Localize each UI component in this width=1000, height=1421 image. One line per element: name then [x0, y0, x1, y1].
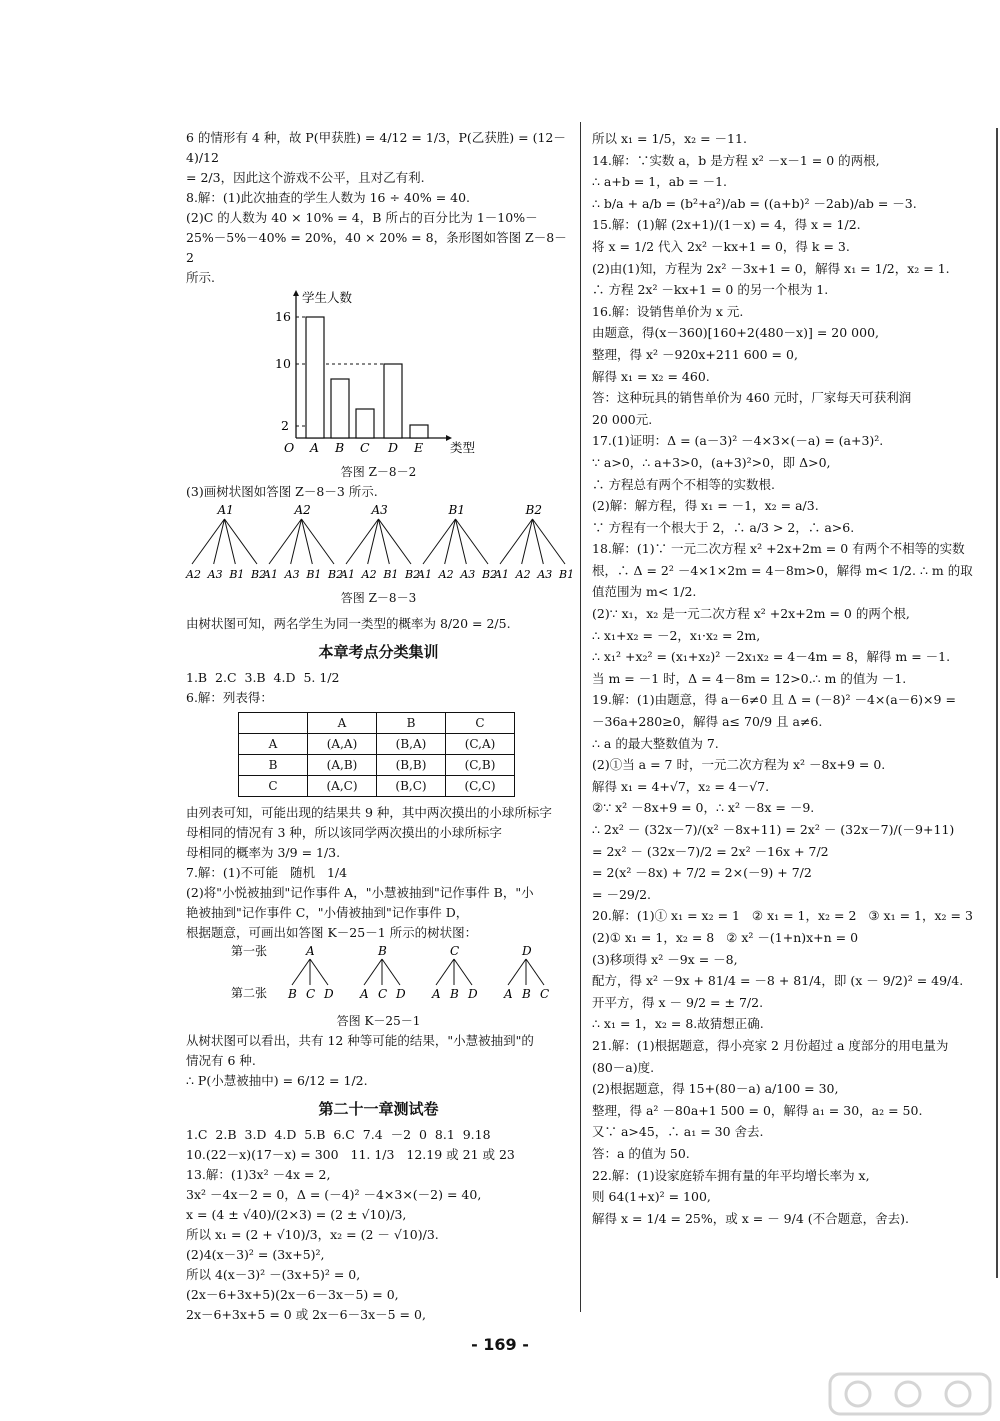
page-number: - 169 -: [471, 1335, 529, 1354]
svg-text:E: E: [414, 440, 424, 455]
table-row: [239, 755, 515, 776]
text-line: 所以 4(x－3)² －(3x+5)² = 0,: [186, 1267, 361, 1282]
text-line: 8.解：(1)此次抽查的学生人数为 16 ÷ 40% = 40.: [186, 190, 471, 205]
text-line: 由树状图可知，两名学生为同一类型的概率为 8/20 = 2/5.: [186, 616, 511, 631]
text-line: 将 x = 1/2 代入 2x² －kx+1 = 0，得 k = 3.: [592, 238, 850, 254]
tree-root-label: A: [306, 944, 315, 958]
text-line: (2)C 的人数为 40 × 10% = 4，B 所占的百分比为 1－10%－: [186, 210, 538, 225]
tree-diagram-2: [186, 943, 571, 1005]
text-line: (2)将"小悦被抽到"记作事件 A，"小慧被抽到"记作事件 B，"小: [186, 885, 534, 900]
tree-leaf-label: A2: [438, 568, 454, 581]
tree-root-label: B2: [525, 503, 542, 517]
tree-leaf-label: A1: [340, 568, 355, 581]
figure-caption: 答图 Z－8－2: [340, 465, 417, 479]
text-line: 情况有 6 种.: [186, 1053, 256, 1068]
text-line: 1.C 2.B 3.D 4.D 5.B 6.C 7.4 －2 0 8.1 9.18: [186, 1127, 491, 1142]
table-cell: A: [239, 734, 308, 755]
table-row: [239, 734, 515, 755]
text-line: (3)画树状图如答图 Z－8－3 所示.: [186, 484, 378, 499]
tree-leaf-label: A: [432, 987, 441, 1001]
tree-leaf-label: A1: [417, 568, 432, 581]
tree-leaf-label: A3: [284, 568, 300, 581]
text-line: 14.解：∵实数 a，b 是方程 x² －x－1 = 0 的两根,: [592, 152, 880, 168]
outcome-table-wrap: [238, 712, 571, 797]
text-line: = 2(x² －8x) + 7/2 = 2×(－9) + 7/2: [592, 865, 812, 881]
table-cell: (C,A): [446, 734, 515, 755]
watermark-logo: [828, 1370, 994, 1418]
text-line: 10.(22－x)(17－x) = 300 11. 1/3 12.19 或 21 或 23: [186, 1147, 515, 1162]
left-column: [186, 128, 575, 1325]
tree-branch: [526, 959, 544, 985]
text-line: 由列表可知，可能出现的结果共 9 种，其中两次摸出的小球所标字: [186, 805, 552, 820]
figure-caption: 答图 Z－8－3: [340, 591, 417, 605]
y-axis-title: 学生人数: [302, 290, 353, 305]
text-line: ∴ a 的最大整数值为 7.: [592, 735, 719, 751]
table-cell: C: [446, 713, 515, 734]
table-cell: (C,B): [446, 755, 515, 776]
text-line: 6 的情形有 4 种，故 P(甲获胜) = 4/12 = 1/3，P(乙获胜) = (12－4)/12: [186, 130, 566, 165]
text-line: 所示.: [186, 270, 215, 285]
bar-a: [306, 317, 324, 438]
text-line: 所以 x₁ = (2 + √10)/3，x₂ = (2 － √10)/3.: [186, 1227, 439, 1242]
text-line: 解得 x = 1/4 = 25%，或 x = － 9/4 (不合题意，舍去).: [592, 1210, 909, 1226]
text-line: 配方，得 x² －9x + 81/4 = －8 + 81/4，即 (x － 9/2)² = 49/4.: [592, 973, 964, 989]
text-line: 1.B 2.C 3.B 4.D 5. 1/2: [186, 670, 340, 685]
text-line: (2)解：解方程，得 x₁ = －1，x₂ = a/3.: [592, 498, 819, 514]
text-line: 母相同的概率为 3/9 = 1/3.: [186, 845, 341, 860]
text-line: 根，∴ Δ = 2² －4×1×2m = 4－8m>0，解得 m< 1/2. ∴ m 的取: [592, 562, 973, 578]
text-line: 20.解：(1)① x₁ = x₂ = 1 ② x₁ = 1，x₂ = 2 ③ x₁ = 1，x₂ = 3: [592, 908, 973, 924]
text-line: －36a+280≥0，解得 a≤ 70/9 且 a≠6.: [592, 714, 823, 730]
tree-branch: [292, 959, 310, 985]
text-line: 答：a 的值为 50.: [592, 1145, 690, 1161]
tree-leaf-label: A: [360, 987, 369, 1001]
bar-e: [410, 425, 428, 438]
tree-branch: [423, 519, 456, 564]
section-title: 本章考点分类集训: [318, 643, 439, 661]
text-line: = －29/2.: [592, 886, 651, 902]
tree-leaf-label: D: [396, 987, 406, 1001]
text-line: 值范围为 m< 1/2.: [592, 584, 697, 600]
text-line: ∴ b/a + a/b = (b²+a²)/ab = ((a+b)² －2ab)/ab = －3.: [592, 195, 917, 211]
text-line: 解得 x₁ = 4+√7，x₂ = 4－√7.: [592, 778, 770, 794]
text-line: 解得 x₁ = x₂ = 460.: [592, 368, 710, 384]
tree-branch: [364, 959, 382, 985]
table-cell: [239, 713, 308, 734]
tree-leaf-label: A2: [186, 568, 201, 581]
text-line: (2)①当 a = 7 时，一元二次方程为 x² －8x+9 = 0.: [592, 757, 886, 773]
table-cell: A: [308, 713, 377, 734]
tree-branch: [225, 519, 258, 564]
tree-leaf-label: B: [522, 987, 531, 1001]
text-line: 18.解：(1)∵ 一元二次方程 x² +2x+2m = 0 有两个不相等的实数: [592, 541, 965, 557]
tree-row-label: 第二张: [231, 986, 268, 1000]
svg-text:A: A: [310, 440, 320, 455]
table-cell: (A,C): [308, 776, 377, 797]
text-line: 6.解：列表得：: [186, 690, 273, 705]
section-title: 第二十一章测试卷: [318, 1100, 439, 1118]
y-tick-2: 2: [281, 418, 289, 433]
tree-branch: [302, 519, 335, 564]
table-cell: B: [239, 755, 308, 776]
text-line: (2)① x₁ = 1，x₂ = 8 ② x² －(1+n)x+n = 0: [592, 929, 859, 945]
tree-leaf-label: B2: [328, 568, 344, 581]
tree-leaf-label: B2: [405, 568, 421, 581]
tree-leaf-label: A3: [207, 568, 223, 581]
table-cell: (B,B): [377, 755, 446, 776]
tree-leaf-label: B1: [229, 568, 245, 581]
text-line: 15.解：(1)解 (2x+1)/(1－x) = 4，得 x = 1/2.: [592, 217, 861, 233]
tree-root-label: B1: [448, 503, 465, 517]
table-cell: B: [377, 713, 446, 734]
text-line: 13.解：(1)3x² －4x = 2,: [186, 1167, 331, 1182]
tree-leaf-label: B: [288, 987, 297, 1001]
text-line: 整理，得 a² －80a+1 500 = 0，解得 a₁ = 30，a₂ = 50.: [592, 1102, 923, 1118]
table-cell: (A,B): [308, 755, 377, 776]
right-column: [592, 128, 997, 1229]
text-line: ∴ 方程 2x² －kx+1 = 0 的另一个根为 1.: [592, 282, 829, 298]
bar-chart-figure: [186, 288, 571, 456]
table-cell: (C,C): [446, 776, 515, 797]
text-line: 22.解：(1)设家庭轿车拥有量的年平均增长率为 x,: [592, 1167, 870, 1183]
tree-diagram-1: [186, 502, 575, 582]
text-line: (2)4(x－3)² = (3x+5)²,: [186, 1247, 325, 1262]
tree-leaf-label: A1: [494, 568, 509, 581]
tree-branch: [192, 519, 225, 564]
tree-leaf-label: B1: [383, 568, 399, 581]
tree-leaf-label: D: [468, 987, 478, 1001]
tree-branch: [508, 959, 526, 985]
text-line: ②∵ x² －8x+9 = 0，∴ x² －8x = －9.: [592, 800, 815, 816]
text-line: 16.解：设销售单价为 x 元.: [592, 303, 744, 319]
table-row: [239, 713, 515, 734]
tree-leaf-label: B2: [482, 568, 498, 581]
text-line: ∴ 方程总有两个不相等的实数根.: [592, 476, 775, 492]
text-line: 2x－6+3x+5 = 0 或 2x－6－3x－5 = 0,: [186, 1307, 426, 1322]
svg-text:D: D: [388, 440, 399, 455]
tree-branch: [533, 519, 566, 564]
tree-leaf-label: B1: [306, 568, 322, 581]
text-line: ∴ x₁² +x₂² = (x₁+x₂)² －2x₁x₂ = 4－4m = 8，解得 m = －1.: [592, 649, 951, 665]
tree-leaf-label: A2: [515, 568, 531, 581]
tree-leaf-label: C: [306, 987, 316, 1001]
text-line: ∴ a+b = 1，ab = －1.: [592, 174, 728, 190]
text-line: ∴ P(小慧被抽中) = 6/12 = 1/2.: [186, 1073, 368, 1088]
tree-branch: [454, 959, 472, 985]
tree-leaf-label: A3: [460, 568, 476, 581]
text-line: 20 000元.: [592, 411, 653, 427]
origin-label: O: [284, 440, 295, 455]
text-line: 由题意，得(x－360)[160+2(480－x)] = 20 000,: [592, 325, 879, 341]
tree-root-label: C: [450, 944, 460, 958]
outcome-table: [238, 712, 515, 797]
text-line: 整理，得 x² －920x+211 600 = 0,: [592, 346, 798, 362]
text-line: ∵ a>0，∴ a+3>0，(a+3)²>0，即 Δ>0,: [592, 454, 831, 470]
text-line: x = (4 ± √40)/(2×3) = (2 ± √10)/3,: [186, 1207, 407, 1222]
x-axis-title: 类型: [450, 440, 476, 455]
tree-leaf-label: B2: [251, 568, 267, 581]
text-line: 17.(1)证明：Δ = (a－3)² －4×3×(－a) = (a+3)².: [592, 433, 884, 449]
bar-b: [331, 379, 349, 438]
tree-leaf-label: A3: [537, 568, 553, 581]
y-tick-16: 16: [275, 309, 291, 324]
table-cell: (B,C): [377, 776, 446, 797]
text-line: (3)移项得 x² －9x = －8,: [592, 951, 738, 967]
table-cell: C: [239, 776, 308, 797]
tree-root-label: D: [522, 944, 532, 958]
text-line: ∴ x₁+x₂ = －2，x₁·x₂ = 2m,: [592, 627, 761, 643]
text-line: (2)∵ x₁，x₂ 是一元二次方程 x² +2x+2m = 0 的两个根,: [592, 606, 910, 622]
text-line: = 2/3，因此这个游戏不公平，且对乙有利.: [186, 170, 425, 185]
tree-leaf-label: A: [504, 987, 513, 1001]
text-line: 母相同的情况有 3 种，所以该同学两次摸出的小球所标字: [186, 825, 502, 840]
text-line: ∵ 方程有一个根大于 2，∴ a/3 > 2，∴ a>6.: [592, 519, 855, 535]
tree-row-label: 第一张: [231, 944, 268, 958]
page-edge-line: [996, 128, 998, 1278]
tree-leaf-label: D: [324, 987, 334, 1001]
tree-branch: [456, 519, 489, 564]
table-row: [239, 776, 515, 797]
text-line: ∴ x₁ = 1，x₂ = 8.故猜想正确.: [592, 1016, 764, 1032]
text-line: (2)由(1)知，方程为 2x² －3x+1 = 0，解得 x₁ = 1/2，x₂ = 1.: [592, 260, 950, 276]
tree-branch: [346, 519, 379, 564]
table-cell: (A,A): [308, 734, 377, 755]
text-line: 19.解：(1)由题意，得 a－6≠0 且 Δ = (－8)² －4×(a－6)×9 =: [592, 692, 956, 708]
text-line: 25%－5%－40% = 20%，40 × 20% = 8，条形图如答图 Z－8－2: [186, 230, 567, 265]
tree-leaf-label: A2: [361, 568, 377, 581]
bar-d: [384, 364, 402, 438]
svg-text:B: B: [335, 440, 345, 455]
tree-leaf-label: B1: [559, 568, 575, 581]
text-line: 从树状图可以看出，共有 12 种等可能的结果，"小慧被抽到"的: [186, 1033, 534, 1048]
figure-caption: 答图 K－25－1: [336, 1014, 421, 1028]
text-line: 21.解：(1)根据题意，得小亮家 2 月份超过 a 度部分的用电量为: [592, 1037, 949, 1053]
text-line: (2x－6+3x+5)(2x－6－3x－5) = 0,: [186, 1287, 399, 1302]
column-divider: [580, 122, 581, 1312]
tree-root-label: A1: [217, 503, 234, 517]
tree-leaf-label: B: [450, 987, 459, 1001]
text-line: 答：这种玩具的销售单价为 460 元时，厂家每天可获利润: [592, 390, 912, 406]
tree-root-label: A3: [371, 503, 388, 517]
text-line: 3x² －4x－2 = 0，Δ = (－4)² －4×3×(－2) = 40,: [186, 1187, 482, 1202]
tree-branch: [379, 519, 412, 564]
text-line: 则 64(1+x)² = 100,: [592, 1189, 711, 1205]
tree-leaf-label: C: [378, 987, 388, 1001]
text-line: ∴ 2x² － (32x－7)/(x² －8x+11) = 2x² － (32x－7)/(－9+11): [592, 822, 955, 837]
tree-root-label: A2: [294, 503, 311, 517]
tree-root-label: B: [378, 944, 387, 958]
table-cell: (B,A): [377, 734, 446, 755]
tree-branch: [269, 519, 302, 564]
y-tick-10: 10: [275, 356, 291, 371]
text-line: 所以 x₁ = 1/5，x₂ = －11.: [592, 131, 747, 146]
tree-branch: [382, 959, 400, 985]
tree-leaf-label: A1: [263, 568, 278, 581]
text-line: 艳被抽到"记作事件 C，"小倩被抽到"记作事件 D，: [186, 905, 469, 920]
text-line: 7.解：(1)不可能 随机 1/4: [186, 865, 348, 880]
text-line: 开平方，得 x － 9/2 = ± 7/2.: [592, 994, 764, 1010]
text-line: (80－a)度.: [592, 1059, 655, 1075]
text-line: = 2x² － (32x－7)/2 = 2x² －16x + 7/2: [592, 843, 829, 859]
tree-branch: [500, 519, 533, 564]
text-line: 又∵ a>45，∴ a₁ = 30 舍去.: [592, 1124, 764, 1140]
bar-c: [356, 409, 374, 438]
svg-text:C: C: [360, 440, 370, 455]
tree-branch: [310, 959, 328, 985]
left-part1: [186, 128, 571, 288]
text-line: (2)根据题意，得 15+(80－a) a/100 = 30,: [592, 1081, 839, 1097]
tree-leaf-label: C: [540, 987, 550, 1001]
text-line: 根据题意，可画出如答图 K－25－1 所示的树状图：: [186, 925, 478, 940]
text-line: 当 m = －1 时，Δ = 4－8m = 12>0.∴ m 的值为 －1.: [592, 670, 907, 686]
tree-branch: [436, 959, 454, 985]
